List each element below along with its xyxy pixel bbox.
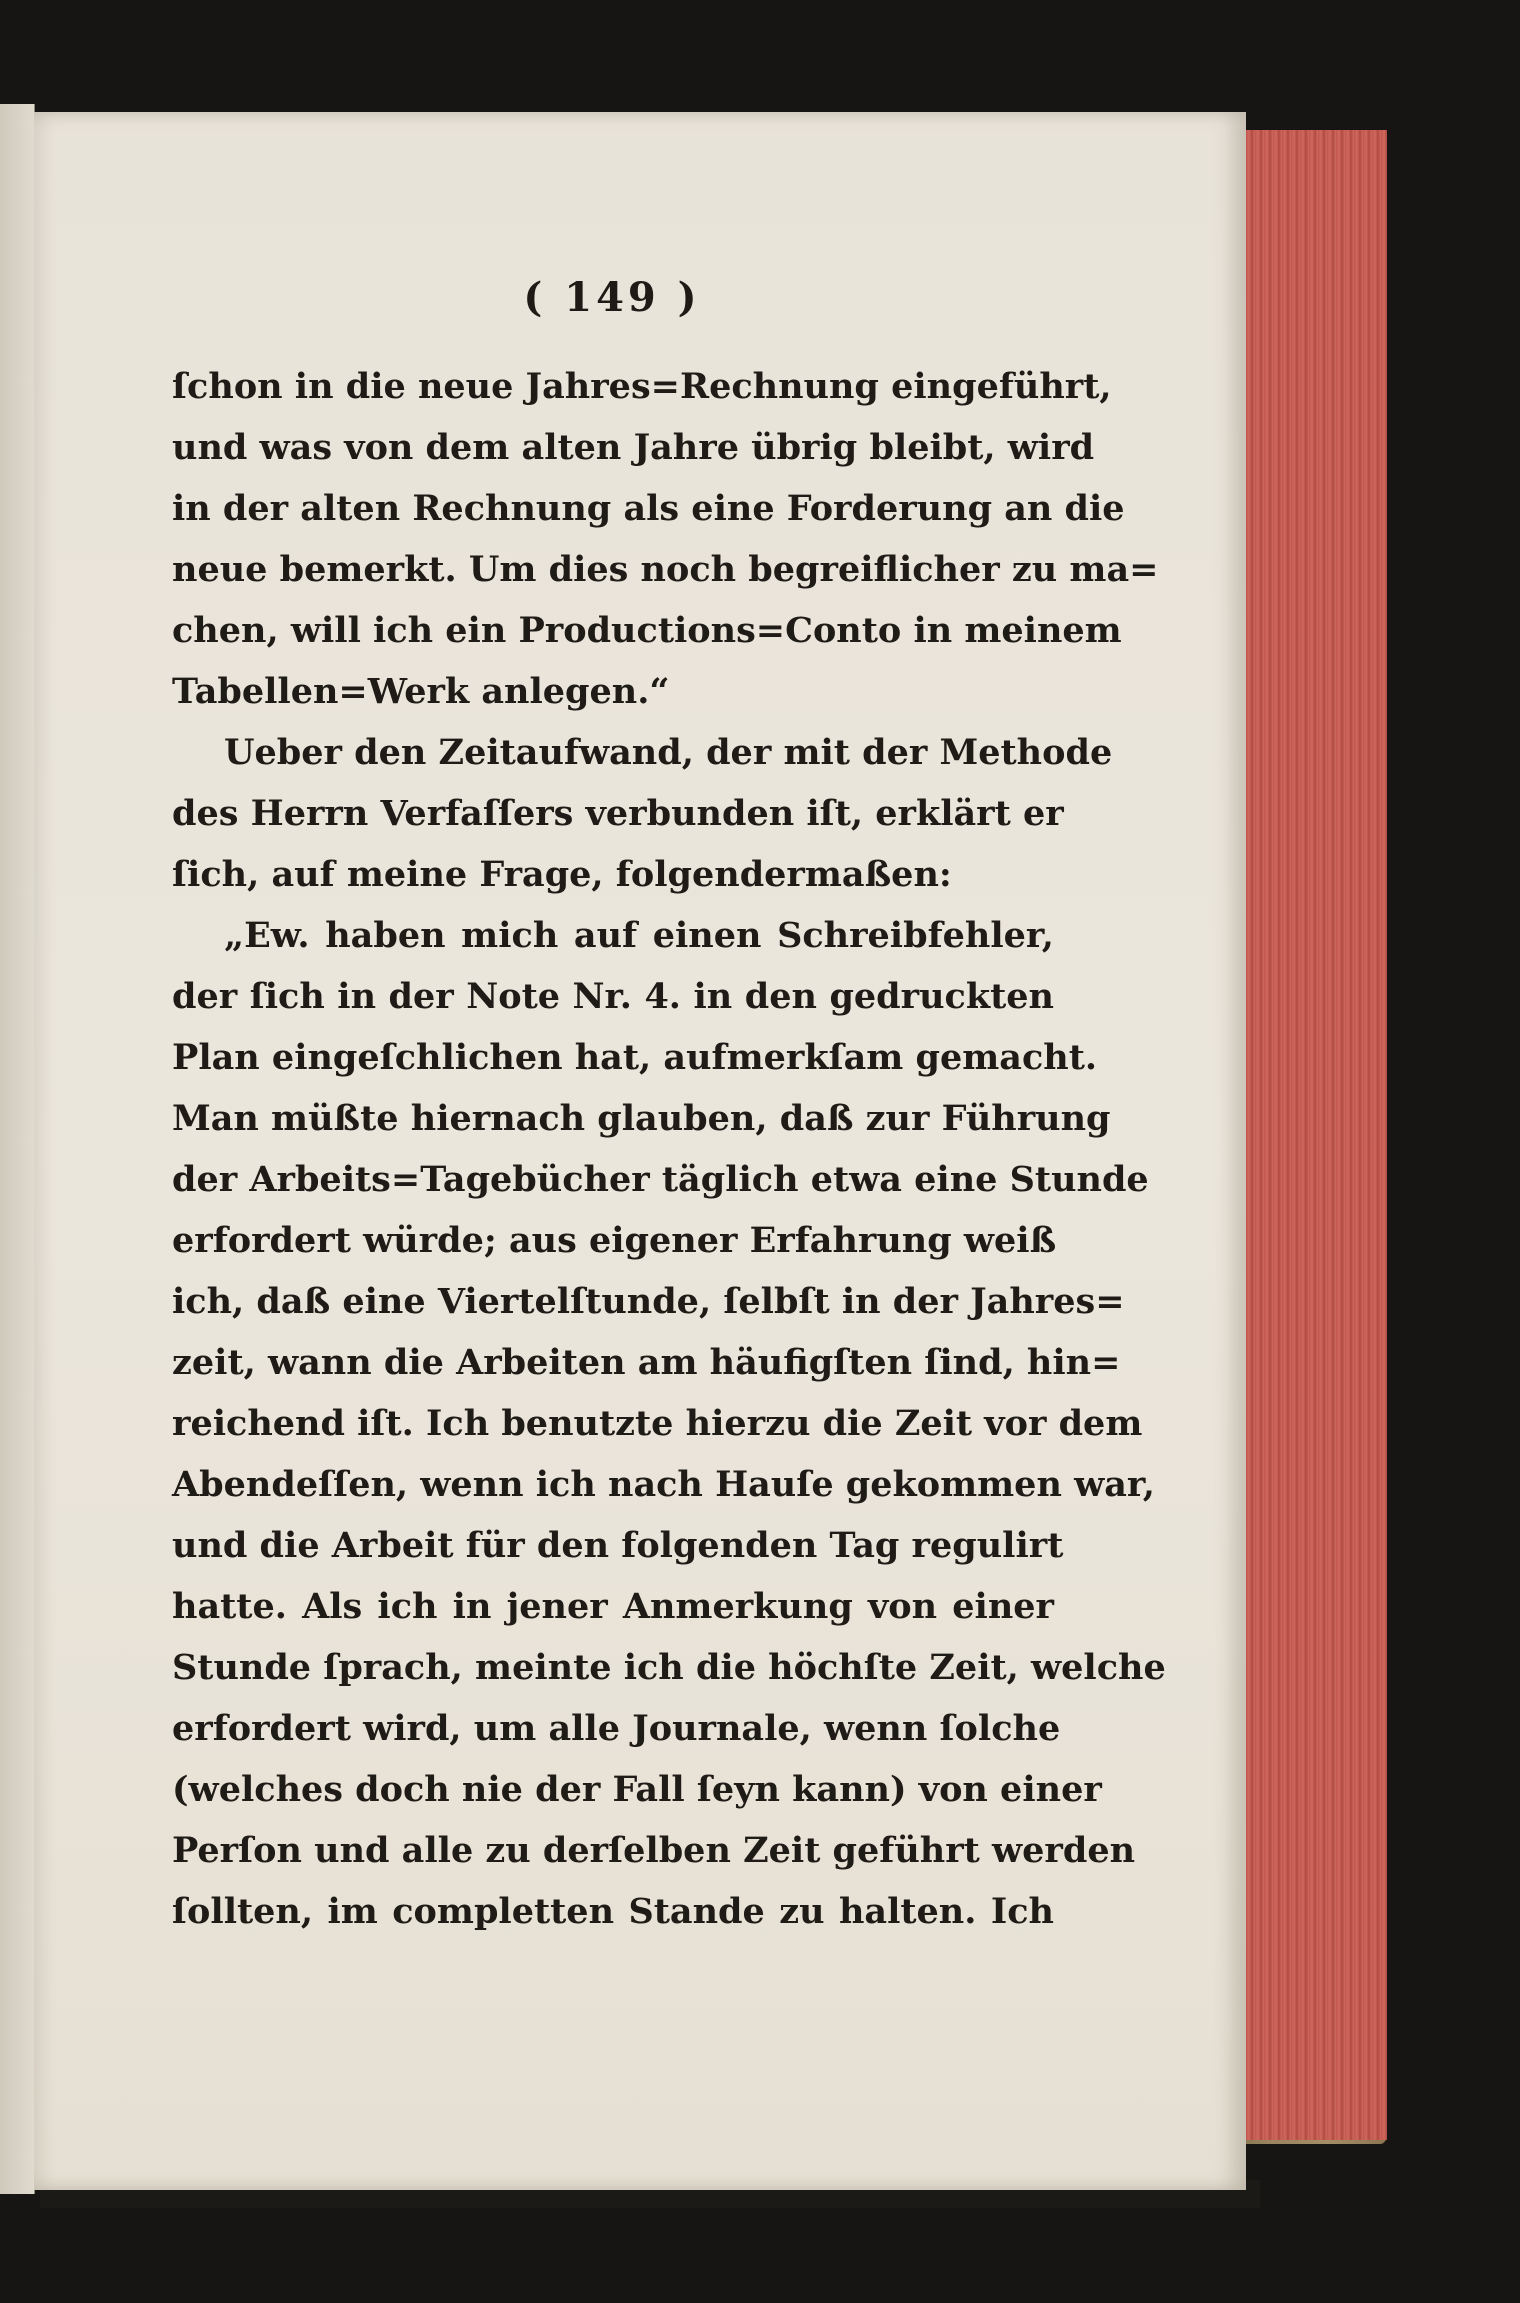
text-line: neue bemerkt. Um dies noch begreiflicher zu ma= — [172, 549, 1159, 590]
text-line: Abendeſſen, wenn ich nach Hauſe gekommen war, — [172, 1464, 1155, 1505]
text-line: und was von dem alten Jahre übrig bleibt, wird — [172, 427, 1095, 468]
text-line: hatte. Als ich in jener Anmerkung von einer — [172, 1586, 1054, 1627]
text-line: Ueber den Zeitaufwand, der mit der Methode — [224, 732, 1113, 773]
left-page-edge — [0, 104, 35, 2194]
text-line: reichend iſt. Ich benutzte hierzu die Zeit vor dem — [172, 1403, 1143, 1444]
text-line: Stunde ſprach, meinte ich die höchſte Zeit, welche — [172, 1647, 1166, 1688]
text-line: Man müßte hiernach glauben, daß zur Führung — [172, 1098, 1111, 1139]
text-line: des Herrn Verfaſſers verbunden iſt, erklärt er — [172, 793, 1064, 834]
text-line: der Arbeits=Tagebücher täglich etwa eine Stunde — [172, 1159, 1149, 1200]
text-line: ſich, auf meine Frage, folgendermaßen: — [172, 854, 952, 895]
text-line: ſchon in die neue Jahres=Rechnung eingeführt, — [172, 366, 1112, 407]
text-line: chen, will ich ein Productions=Conto in meinem — [172, 610, 1122, 651]
text-line: und die Arbeit für den folgenden Tag regulirt — [172, 1525, 1064, 1566]
text-line: „Ew. haben mich auf einen Schreibfehler, — [224, 915, 1054, 956]
text-line: ich, daß eine Viertelſtunde, ſelbſt in der Jahres= — [172, 1281, 1125, 1322]
text-line: in der alten Rechnung als eine Forderung an die — [172, 488, 1125, 529]
page-body-text — [172, 356, 1166, 1942]
text-line: zeit, wann die Arbeiten am häufigſten ſind, hin= — [172, 1342, 1121, 1383]
text-line: (welches doch nie der Fall ſeyn kann) von einer — [172, 1769, 1102, 1810]
text-line: Plan eingeſchlichen hat, aufmerkſam gemacht. — [172, 1037, 1098, 1078]
red-page-edge — [1234, 130, 1387, 2140]
text-line: Perſon und alle zu derſelben Zeit geführt werden — [172, 1830, 1136, 1871]
text-line: ſollten, im completten Stande zu halten. Ich — [172, 1891, 1054, 1932]
text-line: erfordert wird, um alle Journale, wenn ſolche — [172, 1708, 1061, 1749]
page-number: ( 149 ) — [523, 274, 701, 321]
text-line: Tabellen=Werk anlegen.“ — [172, 671, 670, 712]
text-line: der ſich in der Note Nr. 4. in den gedruckten — [172, 976, 1054, 1017]
text-line: erfordert würde; aus eigener Erfahrung weiß — [172, 1220, 1057, 1261]
